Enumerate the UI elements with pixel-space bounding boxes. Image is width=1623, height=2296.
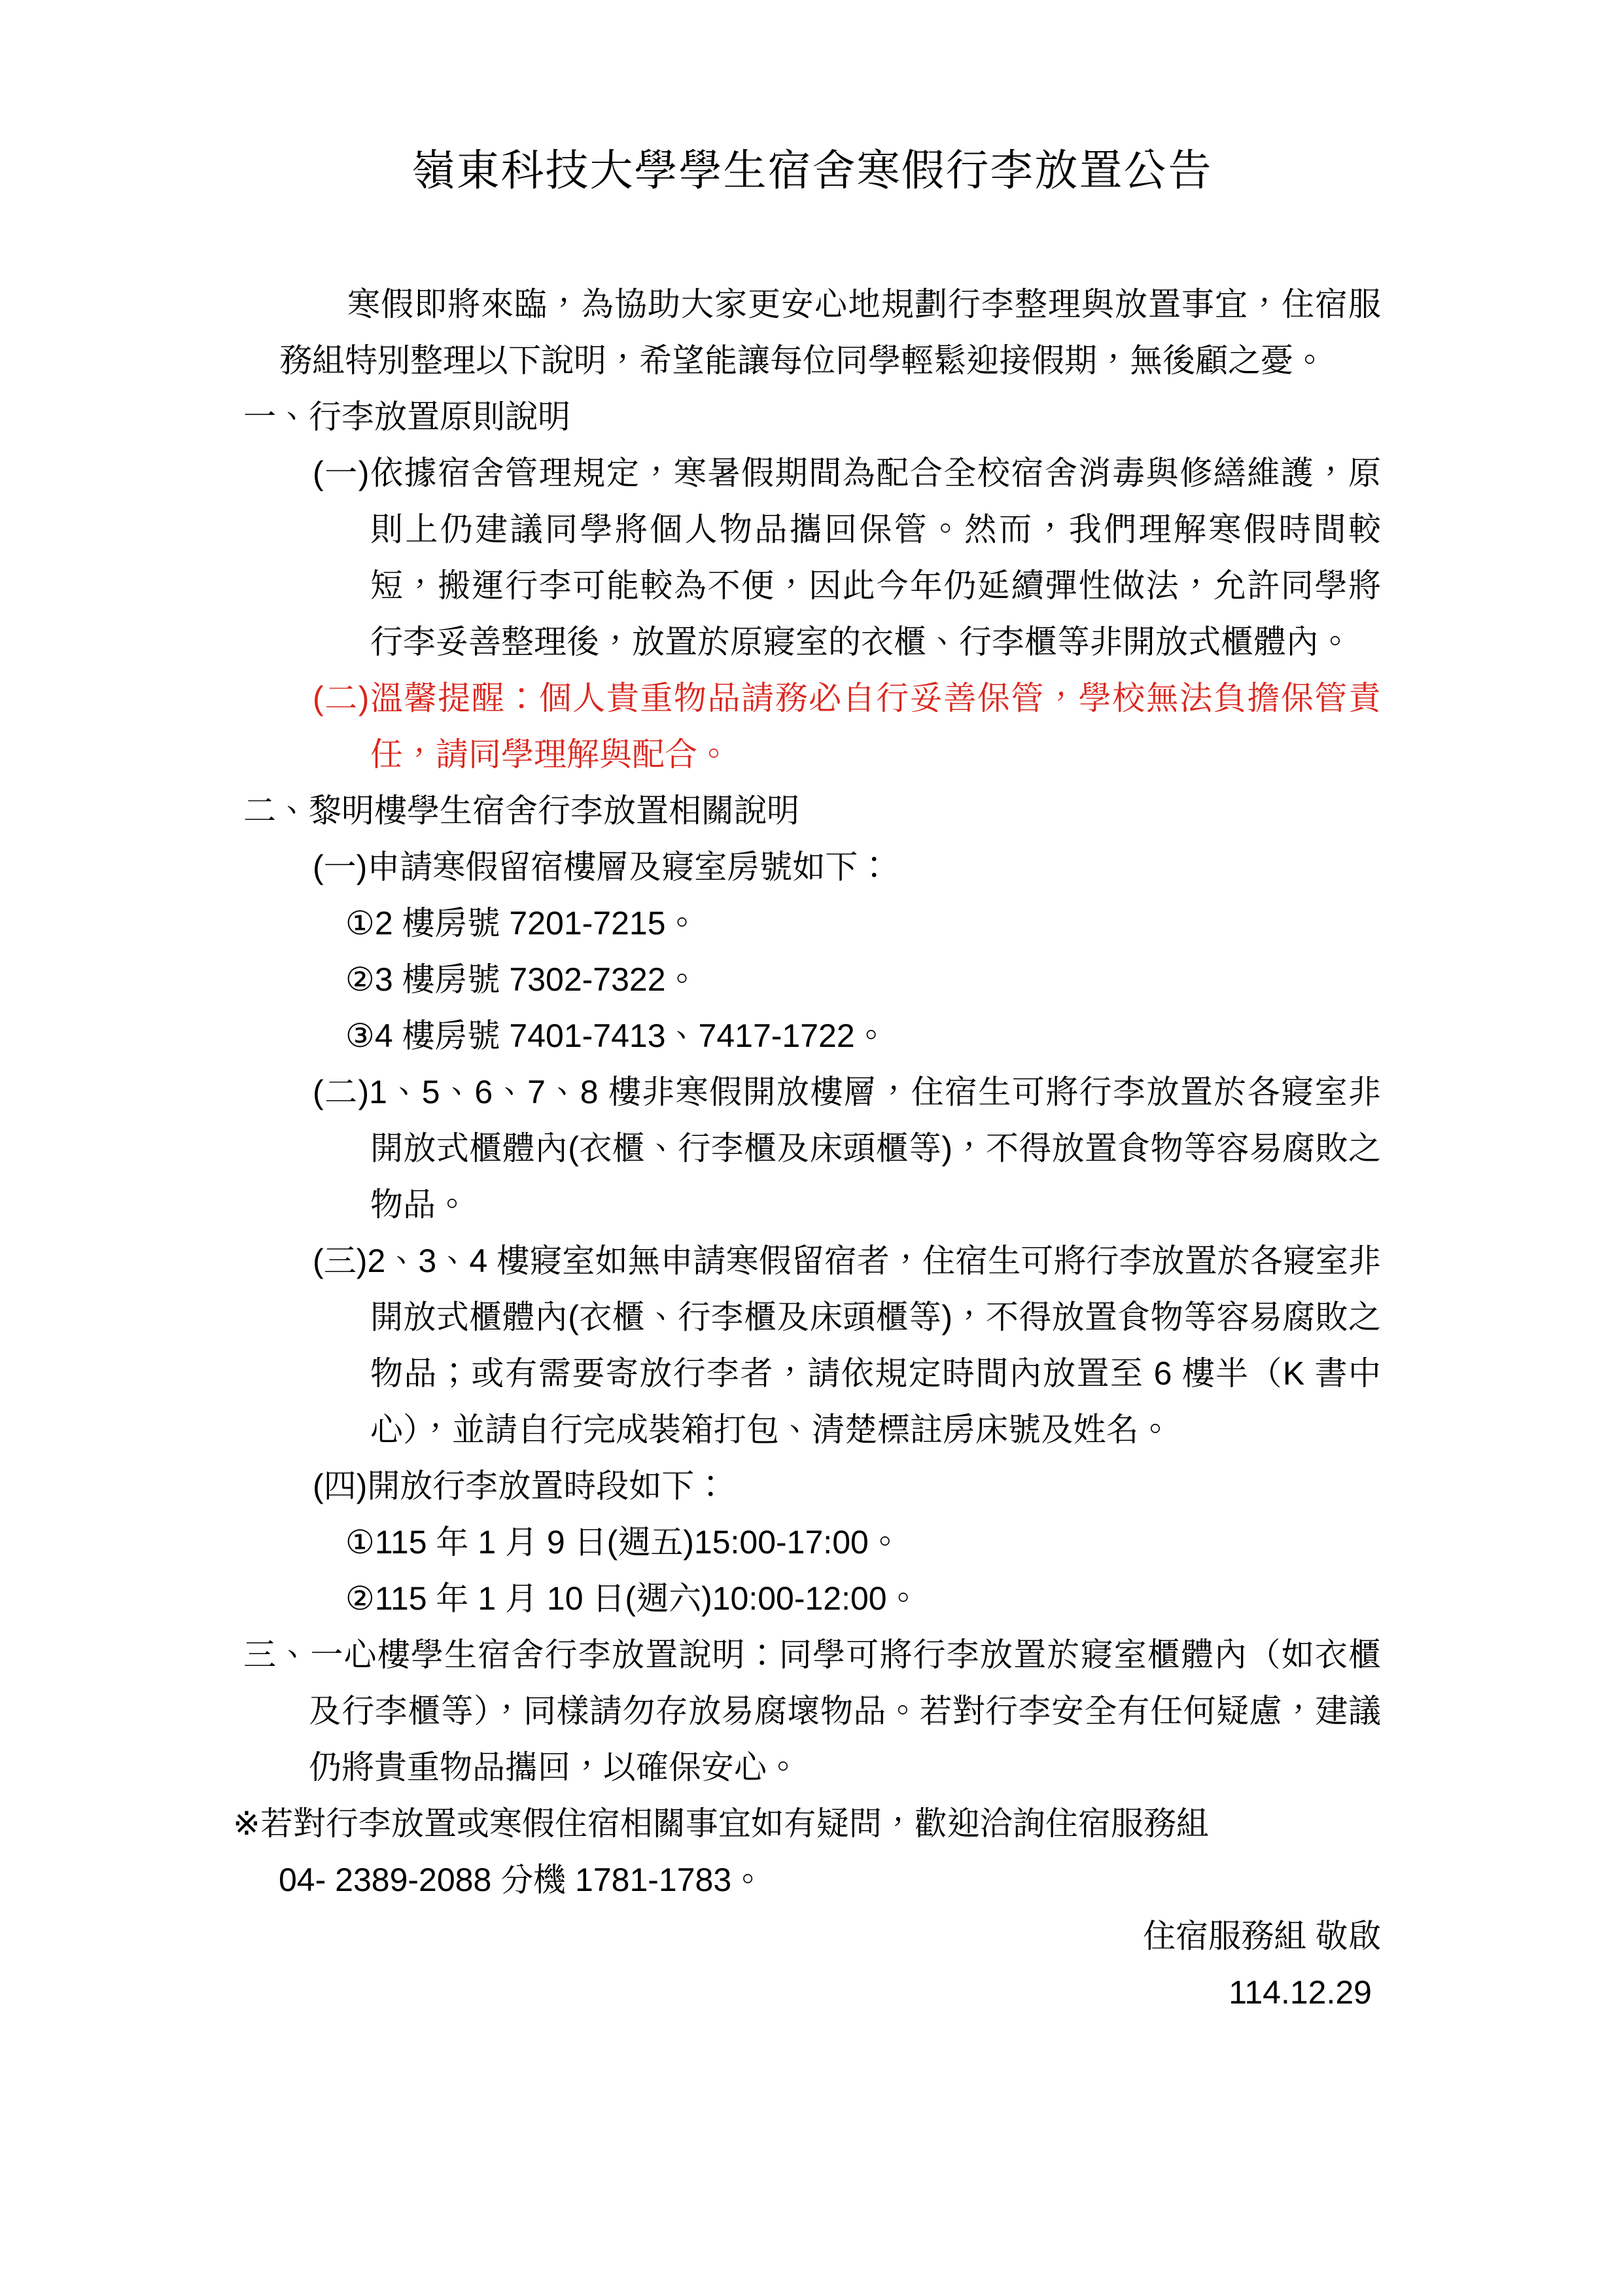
section-1-heading-text: 行李放置原則說明 xyxy=(309,398,570,435)
room-range-text: 2 樓房號 7201-7215。 xyxy=(374,905,699,942)
item-text: 2、3、4 樓寢室如無申請寒假留宿者，住宿生可將行李放置於各寢室非開放式櫃體內(衣櫃、行李櫃及床頭櫃等)，不得放置食物等容易腐敗之物品；或有需要寄放行李者，請依規定時間內放置至 6 樓半（K 書中心），並請自行完成裝箱打包、清楚標註房床號及姓名。 xyxy=(367,1243,1381,1448)
section-1-item-2-reminder xyxy=(313,670,1381,783)
circled-number-marker: ① xyxy=(345,905,375,942)
section-2-heading-text: 黎明樓學生宿舍行李放置相關說明 xyxy=(309,792,799,829)
item-text: 開放行李放置時段如下： xyxy=(367,1468,727,1504)
time-slot-item-2 xyxy=(345,1570,1381,1627)
item-text: 申請寒假留宿樓層及寢室房號如下： xyxy=(367,849,891,885)
item-text: 1、5、6、7、8 樓非寒假開放樓層，住宿生可將行李放置於各寢室非開放式櫃體內(衣櫃、行李櫃及床頭櫃等)，不得放置食物等容易腐敗之物品。 xyxy=(369,1074,1381,1223)
section-3-marker: 三、 xyxy=(243,1636,311,1673)
section-2-item-1 xyxy=(313,839,1381,895)
room-list-item-3 xyxy=(345,1008,1381,1064)
room-list-item-1 xyxy=(345,895,1381,951)
item-text: 溫馨提醒：個人貴重物品請務必自行妥善保管，學校無法負擔保管責任，請同學理解與配合。 xyxy=(369,680,1381,773)
section-3-heading xyxy=(243,1627,1381,1795)
footnote xyxy=(233,1795,1381,1852)
room-range-text: 4 樓房號 7401-7413、7417-1722。 xyxy=(374,1017,888,1054)
section-2-item-4 xyxy=(313,1458,1381,1514)
room-range-text: 3 樓房號 7302-7322。 xyxy=(374,961,699,998)
signature: 住宿服務組 敬啟 xyxy=(1143,1918,1381,1954)
section-1-heading xyxy=(243,389,1381,445)
item-marker: (二) xyxy=(313,680,370,716)
section-2-marker: 二、 xyxy=(243,792,309,829)
item-marker: (四) xyxy=(313,1468,368,1504)
document-date: 114.12.29 xyxy=(1229,1974,1372,2011)
item-marker: (二) xyxy=(313,1074,370,1110)
item-text: 依據宿舍管理規定，寒暑假期間為配合全校宿舍消毒與修繕維護，原則上仍建議同學將個人物品攜回保管。然而，我們理解寒假時間較短，搬運行李可能較為不便，因此今年仍延續彈性做法，允許同學將行李妥善整理後，放置於原寢室的衣櫃、行李櫃等非開放式櫃體內。 xyxy=(369,455,1381,660)
circled-number-marker: ③ xyxy=(345,1017,375,1054)
item-marker: (三) xyxy=(313,1243,368,1279)
section-1-marker: 一、 xyxy=(243,398,309,435)
time-slot-text: 115 年 1 月 9 日(週五)15:00-17:00。 xyxy=(374,1524,901,1561)
page-title: 嶺東科技大學學生宿舍寒假行李放置公告 xyxy=(411,146,1213,194)
footnote-marker: ※ xyxy=(233,1805,260,1842)
contact-phone: 04- 2389-2088 分機 1781-1783。 xyxy=(279,1862,765,1898)
section-2-item-3 xyxy=(313,1233,1381,1458)
item-marker: (一) xyxy=(313,849,368,885)
section-2-heading xyxy=(243,783,1381,839)
section-3-heading-text: 一心樓學生宿舍行李放置說明：同學可將行李放置於寢室櫃體內（如衣櫃及行李櫃等），同樣請勿存放易腐壞物品。若對行李安全有任何疑慮，建議仍將貴重物品攜回，以確保安心。 xyxy=(309,1636,1382,1786)
circled-number-marker: ② xyxy=(345,961,375,998)
time-slot-item-1 xyxy=(345,1514,1381,1570)
footnote-text: 若對行李放置或寒假住宿相關事宜如有疑問，歡迎洽詢住宿服務組 xyxy=(260,1805,1209,1842)
time-slot-text: 115 年 1 月 10 日(週六)10:00-12:00。 xyxy=(374,1580,920,1617)
section-2-item-2 xyxy=(313,1064,1381,1233)
section-1-item-1 xyxy=(313,445,1381,670)
item-marker: (一) xyxy=(313,455,370,491)
intro-paragraph: 寒假即將來臨，為協助大家更安心地規劃行李整理與放置事宜，住宿服務組特別整理以下說明，希望能讓每位同學輕鬆迎接假期，無後顧之憂。 xyxy=(279,286,1381,379)
circled-number-marker: ② xyxy=(345,1580,375,1617)
room-list-item-2 xyxy=(345,951,1381,1008)
circled-number-marker: ① xyxy=(345,1524,375,1561)
